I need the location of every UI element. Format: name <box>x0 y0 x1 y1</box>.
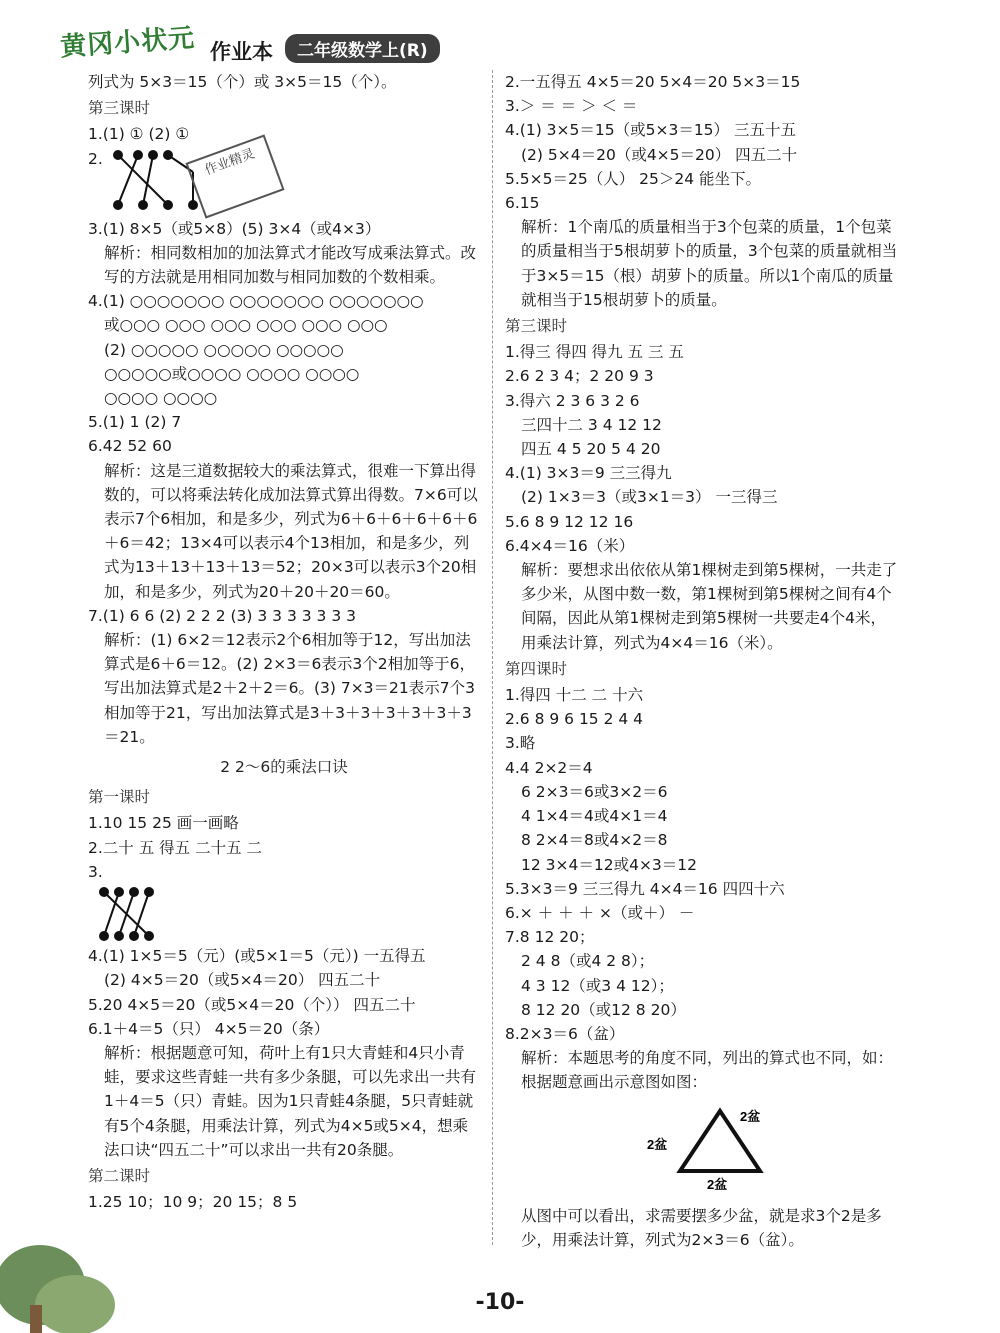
cross-lines-icon <box>94 884 174 944</box>
answer-line: 5.5×5＝25（人） 25＞24 能坐下。 <box>505 169 762 188</box>
answer-line: 12 3×4＝12或4×3＝12 <box>521 855 698 874</box>
answer-line: 4.(1) ○○○○○○○ ○○○○○○○ ○○○○○○○ <box>88 292 424 311</box>
answer-line: 4.4 2×2＝4 <box>505 758 593 777</box>
page-number: -10- <box>475 1290 525 1315</box>
question-with-figure <box>88 860 480 944</box>
answer-line: 2.二十 五 得五 二十五 二 <box>88 838 262 857</box>
answer-line: 6.× ＋ ＋ ＋ ×（或＋） － <box>505 903 695 922</box>
column-divider <box>492 70 493 1245</box>
grade-badge: 二年级数学上(R) <box>285 34 440 63</box>
answer-line: 8 12 20（或12 8 20） <box>521 1000 686 1019</box>
answer-line: 7.(1) 6 6 (2) 2 2 2 (3) 3 3 3 3 3 3 3 <box>88 606 356 625</box>
answer-line: (2) 4×5＝20（或5×4＝20） 四五二十 <box>104 971 381 990</box>
answer-line: 3.略 <box>505 734 536 753</box>
answer-line: (2) 1×3＝3（或3×1＝3） 一三得三 <box>521 488 778 507</box>
answer-line: 6.15 <box>505 194 540 213</box>
answer-line: 6.42 52 60 <box>88 437 172 456</box>
answer-line: 6.4×4＝16（米） <box>505 536 635 555</box>
chapter-title: 2 2～6的乘法口诀 <box>220 758 348 777</box>
tree-decoration-icon <box>0 1215 120 1333</box>
right-column <box>505 70 900 1252</box>
brand-logo: 黄冈小状元 <box>59 23 197 63</box>
flowerpot-triangle-icon <box>645 1101 795 1191</box>
answer-line: 1.25 10；10 9；20 15；8 5 <box>88 1193 298 1212</box>
tri-label-b: 2盆 <box>647 1136 668 1152</box>
answer-line: ○○○○○或○○○○ ○○○○ ○○○○ <box>104 364 360 383</box>
analysis-text: 解析：根据题意可知，荷叶上有1只大青蛙和4只小青蛙，要求这些青蛙一共有多少条腿，可以先求出一共有1＋4＝5（只）青蛙。因为1只青蛙4条腿，5只青蛙就有5个4条腿，用乘法计算，列式为4×5或5×4，想乘法口诀“四五二十”可以求出一共有20条腿。 <box>104 1043 477 1159</box>
answer-line: 2 4 8（或4 2 8）； <box>521 952 655 971</box>
matching-figure <box>98 147 480 217</box>
answer-line: 三四十二 3 4 12 12 <box>521 415 662 434</box>
left-column <box>88 70 480 1214</box>
answer-line: 4 3 12（或3 4 12）； <box>521 976 674 995</box>
section-title: 第三课时 <box>505 317 568 336</box>
answer-line: ○○○○ ○○○○ <box>104 389 218 408</box>
answer-line: 3.(1) 8×5（或5×8）(5) 3×4（或4×3） <box>88 219 381 238</box>
section-title: 第二课时 <box>88 1166 151 1185</box>
answer-line: 4 1×4＝4或4×1＝4 <box>521 807 668 826</box>
answer-line: 5.6 8 9 12 12 16 <box>505 512 634 531</box>
answer-line: 或○○○ ○○○ ○○○ ○○○ ○○○ ○○○ <box>104 316 388 335</box>
answer-line: 3.得六 2 3 6 3 2 6 <box>505 391 640 410</box>
answer-line: 2.一五得五 4×5＝20 5×4＝20 5×3＝15 <box>505 73 801 91</box>
question-number: 3. <box>88 862 103 881</box>
analysis-text: 解析：这是三道数据较大的乘法算式，很难一下算出得数的，可以将乘法转化成加法算式算出得数。7×6可以表示7个6相加，和是多少，列式为6＋6＋6＋6＋6＋6＋6＝42；13×4可以表示4个13相加，和是多少，列式为13＋13＋13＋13＝52；20×3可以表示3个20相加，和是多少，列式为20＋20＋20＝60。 <box>104 461 478 601</box>
answer-line: 1.得三 得四 得九 五 三 五 <box>505 343 684 362</box>
analysis-text: 解析：相同数相加的加法算式才能改写成乘法算式。改写的方法就是用相同加数与相同加数的个数相乘。 <box>104 243 477 287</box>
answer-line: 列式为 5×3＝15（个）或 3×5＝15（个）。 <box>88 73 397 91</box>
analysis-text: 解析：本题思考的角度不同，列出的算式也不同，如：根据题意画出示意图如图： <box>521 1049 894 1092</box>
page-header <box>60 22 960 72</box>
answer-line: (2) 5×4＝20（或4×5＝20） 四五二十 <box>521 145 798 164</box>
answer-line: 5.(1) 1 (2) 7 <box>88 413 182 432</box>
question-number: 2. <box>88 149 103 168</box>
answer-line: 8 2×4＝8或4×2＝8 <box>521 831 668 850</box>
answer-line: 6.1＋4＝5（只） 4×5＝20（条） <box>88 1019 330 1038</box>
answer-line: 4.(1) 1×5＝5（元）(或5×1＝5（元）) 一五得五 <box>88 947 426 966</box>
tri-label-c: 2盆 <box>707 1176 728 1191</box>
tri-label-a: 2盆 <box>740 1108 761 1124</box>
section-title: 第四课时 <box>505 659 568 678</box>
answer-line: 1.得四 十二 二 十六 <box>505 686 644 705</box>
triangle-figure <box>645 1101 900 1198</box>
answer-line: 6 2×3＝6或3×2＝6 <box>521 782 668 801</box>
analysis-text: 解析：要想求出依依从第1棵树走到第5棵树，一共走了多少米，从图中数一数，第1棵树到第5棵树之间有4个间隔，因此从第1棵树走到第5棵树一共要走4个4米，用乘法计算，列式为4×4＝16（米）。 <box>521 561 898 652</box>
answer-line: 1.10 15 25 画一画略 <box>88 814 239 833</box>
answer-line: 7.8 12 20； <box>505 928 595 947</box>
answer-line: 四五 4 5 20 5 4 20 <box>521 440 661 459</box>
analysis-text: 解析：1个南瓜的质量相当于3个包菜的质量，1个包菜的质量相当于5根胡萝卜的质量，3个包菜的质量就相当于3×5＝15（根）胡萝卜的质量。所以1个南瓜的质量就相当于15根胡萝卜的质量。 <box>521 218 898 309</box>
answer-line: 2.6 2 3 4；2 20 9 3 <box>505 367 654 386</box>
answer-line: 3.＞ ＝ ＝ ＞ ＜ ＝ <box>505 97 638 116</box>
answer-line: 5.3×3＝9 三三得九 4×4＝16 四四十六 <box>505 879 785 898</box>
section-title: 第三课时 <box>88 99 151 118</box>
answer-line: (2) ○○○○○ ○○○○○ ○○○○○ <box>104 340 344 359</box>
answer-line: 2.6 8 9 6 15 2 4 4 <box>505 710 644 729</box>
answer-line: 5.20 4×5＝20（或5×4＝20（个）） 四五二十 <box>88 995 416 1014</box>
answer-line: 4.(1) 3×3＝9 三三得九 <box>505 464 672 483</box>
answer-line: 1.(1) ① (2) ① <box>88 125 190 144</box>
answer-line: 4.(1) 3×5＝15（或5×3＝15） 三五十五 <box>505 121 796 140</box>
question-with-figure <box>88 147 480 217</box>
analysis-text: 从图中可以看出，求需要摆多少盆，就是求3个2是多少，用乘法计算，列式为2×3＝6（盆）。 <box>521 1206 882 1249</box>
section-title: 第一课时 <box>88 788 151 807</box>
analysis-text: 解析：(1) 6×2＝12表示2个6相加等于12，写出加法算式是6＋6＝12。(2) 2×3＝6表示3个2相加等于6，写出加法算式是2＋2＋2＝6。(3) 7×3＝21表示7个3相加等于21，写出加法算式是3＋3＋3＋3＋3＋3＋3＝21。 <box>104 631 475 746</box>
workbook-title: 作业本 <box>210 40 273 64</box>
answer-line: 8.2×3＝6（盆） <box>505 1024 625 1043</box>
stamp-icon: 作业精灵 <box>185 134 284 218</box>
crossing-figure <box>94 884 480 944</box>
